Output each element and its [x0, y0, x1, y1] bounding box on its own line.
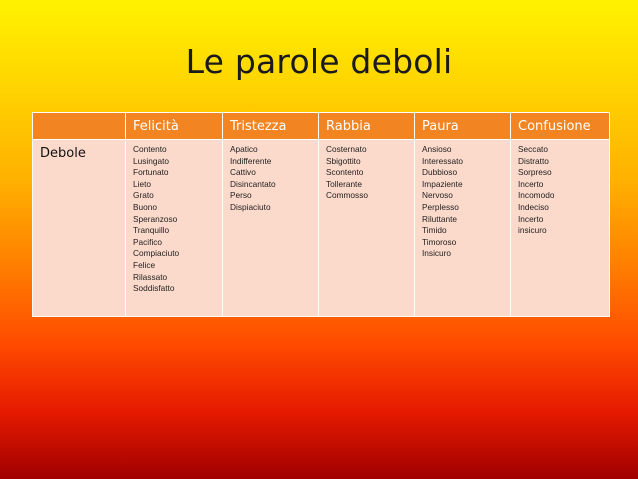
- list-item: Insicuro: [422, 248, 452, 259]
- list-item: Lieto: [133, 178, 151, 189]
- list-item: Nervoso: [422, 190, 453, 201]
- header-corner-cell: [33, 113, 126, 140]
- list-item: Incomodo: [518, 190, 555, 201]
- list-item: Compiaciuto: [133, 248, 180, 259]
- list-item: Riluttante: [422, 213, 458, 224]
- list-item: Distratto: [518, 155, 549, 166]
- word-list-paura: [422, 144, 506, 260]
- word-list-rabbia: [326, 144, 410, 202]
- header-tristezza: Tristezza: [223, 113, 319, 140]
- list-item: Indeciso: [518, 201, 549, 212]
- list-item: Scontento: [326, 167, 364, 178]
- list-item: Sorpreso: [518, 167, 552, 178]
- header-rabbia: Rabbia: [319, 113, 415, 140]
- list-item: Sbigottito: [326, 155, 361, 166]
- list-item: Interessato: [422, 155, 464, 166]
- list-item: Apatico: [230, 144, 258, 154]
- table-header-row: [33, 113, 610, 140]
- row-label-debole: Debole: [33, 140, 126, 317]
- list-item: Pacifico: [133, 236, 163, 247]
- cell-paura: [415, 140, 511, 317]
- list-item: Buono: [133, 201, 157, 212]
- cell-felicita: [126, 140, 223, 317]
- word-list-tristezza: [230, 144, 314, 214]
- header-felicita: Felicità: [126, 113, 223, 140]
- list-item: Dispiaciuto: [230, 201, 271, 212]
- header-paura: Paura: [415, 113, 511, 140]
- list-item: Grato: [133, 190, 154, 201]
- list-item: Lusingato: [133, 155, 169, 166]
- cell-confusione: [511, 140, 610, 317]
- list-item: Contento: [133, 144, 167, 154]
- list-item: Perplesso: [422, 201, 459, 212]
- list-item: Tranquillo: [133, 225, 170, 236]
- list-item: Speranzoso: [133, 213, 178, 224]
- header-confusione: Confusione: [511, 113, 610, 140]
- word-list-felicita: [133, 144, 218, 295]
- word-list-confusione: [518, 144, 605, 237]
- list-item: Commosso: [326, 190, 368, 201]
- list-item: insicuro: [518, 225, 547, 236]
- list-item: Fortunato: [133, 167, 169, 178]
- table-row-debole: [33, 140, 610, 317]
- slide-title: Le parole deboli: [185, 42, 453, 81]
- cell-tristezza: [223, 140, 319, 317]
- list-item: Ansioso: [422, 144, 452, 154]
- list-item: Seccato: [518, 144, 548, 154]
- list-item: Rilassato: [133, 271, 168, 282]
- list-item: Costernato: [326, 144, 367, 154]
- list-item: Felice: [133, 259, 156, 270]
- list-item: Dubbioso: [422, 167, 458, 178]
- weak-words-table: [32, 112, 610, 317]
- list-item: Incerto: [518, 178, 544, 189]
- list-item: Impaziente: [422, 178, 463, 189]
- list-item: Tollerante: [326, 178, 362, 189]
- list-item: Timido: [422, 225, 447, 236]
- list-item: Indifferente: [230, 155, 272, 166]
- list-item: Cattivo: [230, 167, 256, 178]
- list-item: Incerto: [518, 213, 544, 224]
- cell-rabbia: [319, 140, 415, 317]
- list-item: Timoroso: [422, 236, 457, 247]
- list-item: Soddisfatto: [133, 283, 175, 294]
- list-item: Perso: [230, 190, 252, 201]
- list-item: Disincantato: [230, 178, 276, 189]
